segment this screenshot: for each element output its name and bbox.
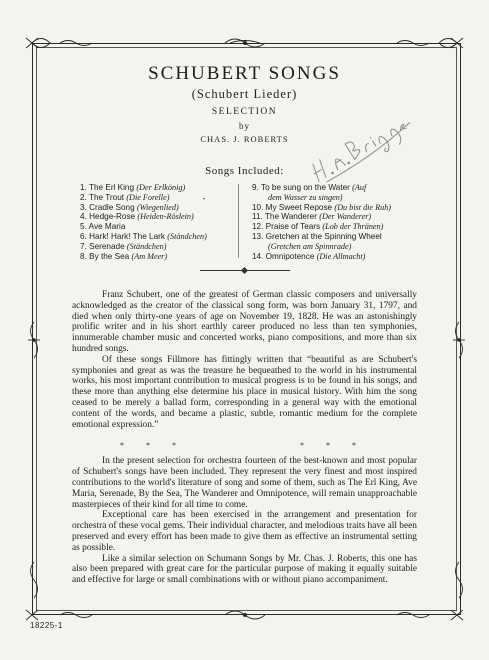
list-item: 11. The Wanderer (Der Wanderer): [252, 212, 372, 222]
ornament-bottom: [0, 600, 489, 630]
list-item: 12. Praise of Tears (Lob der Thränen): [252, 222, 384, 232]
column-divider: [238, 184, 239, 258]
dot-mark: •: [203, 197, 206, 203]
paragraph-1: Franz Schubert, one of the greatest of German classic composers and universally acknowledged as the creator of the classical song form, was born January 31, 1797, and died when only thirty-one years of age on November 19, 1828. He was an astonishingly prolific writer and in his short earthly career produced no less than ten symphonies, innumerable chamber music and concerted works, piano compositions, and more than six hundred songs.: [72, 290, 417, 354]
songs-heading: Songs Included:: [205, 165, 284, 177]
list-item: 14. Omnipotence (Die Allmacht): [252, 251, 366, 261]
songs-list-left: [80, 183, 207, 261]
songs-list-right: [252, 183, 391, 261]
page-subtitle: (Schubert Lieder): [191, 87, 298, 101]
list-item: 13. Gretchen at the Spinning Wheel: [252, 231, 382, 241]
introduction-text: [72, 290, 417, 586]
by-label: by: [239, 121, 250, 131]
list-item: 4. Hedge-Rose (Heiden-Röslein): [80, 212, 194, 222]
paragraph-3: In the present selection for orchestra fourteen of the best-known and most popular of Schubert's songs have been included. They represent the very finest and most inspired contributions to the world's literature of song and some of them, such as The Erl King, Ave Maria, Serenade, By the Sea, The Wanderer and Omnipotence, will remain unapproachable masterpieces of their kind for all time to come.: [72, 456, 417, 510]
page-title: SCHUBERT SONGS: [148, 63, 341, 84]
paragraph-2: Of these songs Fillmore has fittingly written that “beautiful as are Schubert's symphonies and great as was the treasure he bequeathed to the world in his instrumental works, his most important contribution to musical progress is to be found in his songs, and these more than anything else determine his place in musical history. With him the song ceased to be merely a ballad form, corresponding in a general way with the emotional content of the words, and became a plastic, subtle, romantic medium for the complete emotional expression.”: [72, 354, 417, 430]
ornament-top: [0, 0, 489, 60]
catalog-number: 18225-1: [30, 621, 63, 630]
ornament-left-lower: [24, 560, 44, 600]
list-item: 7. Serenade (Ständchen): [80, 241, 167, 251]
list-item: 1. The Erl King (Der Erlkönig): [80, 183, 186, 192]
list-item: 10. My Sweet Repose (Du bist die Ruh): [252, 202, 392, 212]
stars-left: * * *: [120, 441, 186, 450]
list-item: 3. Cradle Song (Wiegenlied): [80, 202, 179, 212]
ornament-right-lower: [449, 560, 469, 600]
stars-right: * * *: [300, 441, 366, 450]
ornament-left-middle: [24, 320, 44, 360]
author-name: CHAS. J. ROBERTS: [200, 134, 289, 144]
list-item: 5. Ave Maria: [80, 222, 126, 232]
list-item: 8. By the Sea (Am Meer): [80, 251, 168, 261]
paragraph-4: Exceptional care has been exercised in the arrangement and presentation for orchestra of these vocal gems. Their individual character, and melodious traits have all been preserved and every effort has been made to give them as effective an instrumental setting as possible.: [72, 510, 417, 553]
paragraph-5: Like a similar selection on Schumann Songs by Mr. Chas. J. Roberts, this one has also been prepared with great care for the particular purpose of making it equally suitable and effective for large or small combinations with or without piano accompaniment.: [72, 553, 417, 586]
ornament-right-middle: [449, 320, 469, 360]
list-item: (Gretchen am Spinnrade): [268, 241, 352, 251]
list-item: 6. Hark! Hark! The Lark (Ständchen): [80, 231, 207, 241]
list-item: 9. To be sung on the Water (Auf: [252, 183, 367, 192]
list-item: 2. The Trout (Die Forelle): [80, 192, 170, 202]
list-item: dem Wasser zu singen): [268, 192, 343, 202]
selection-label: SELECTION: [211, 107, 278, 117]
